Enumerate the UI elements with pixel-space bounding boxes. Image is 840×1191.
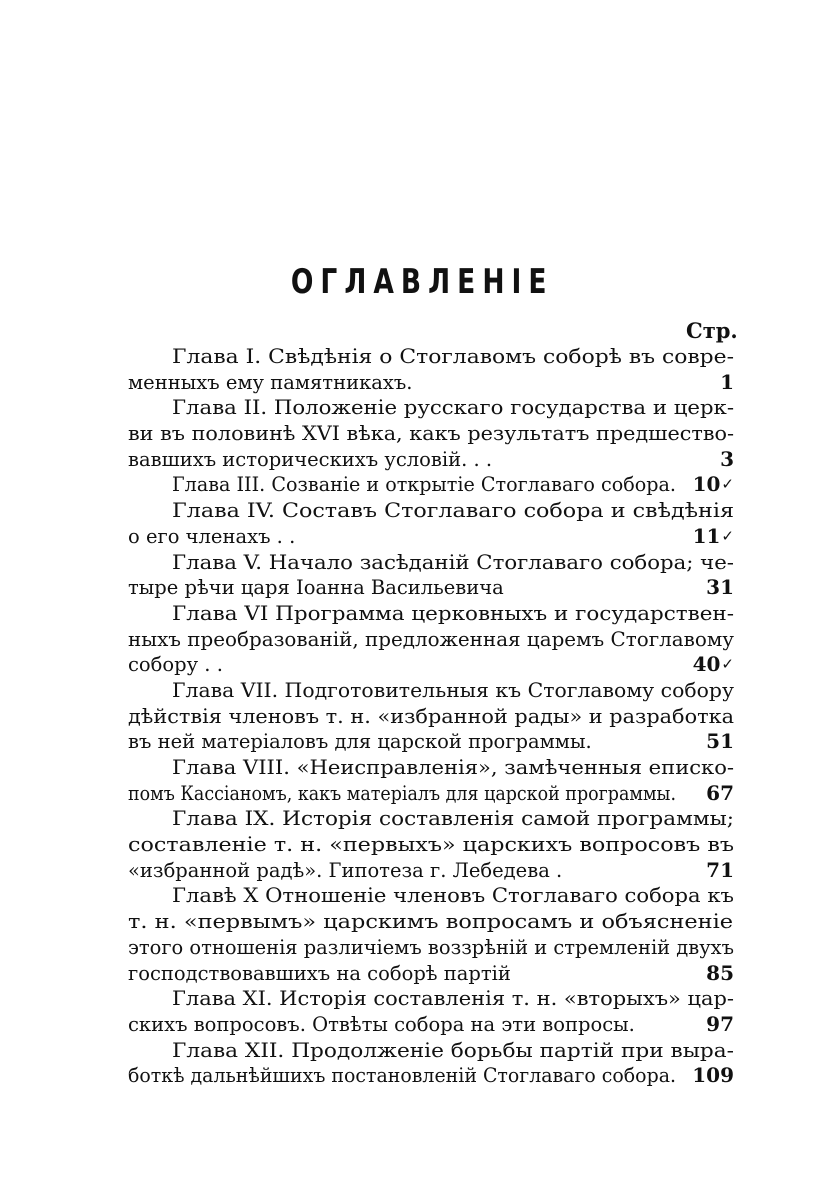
toc-entry-line: господствовавшихъ на соборѣ партій (128, 961, 511, 985)
toc-entry-line: Глава IX. Исторія составленія самой программы; (172, 807, 734, 831)
toc-entry (128, 986, 734, 1037)
toc-entry (128, 1038, 734, 1089)
pencil-check-mark: ✓ (721, 526, 734, 545)
toc-entry-line: вавшихъ историческихъ условій. . . (128, 447, 493, 471)
toc-entry-line: о его членахъ . . (128, 524, 296, 548)
page-number-value: 31 (706, 575, 734, 600)
toc-entry-line: въ ней матеріаловъ для царской программы. (128, 730, 592, 754)
toc-entry-line: менныхъ ему памятникахъ. (128, 370, 413, 394)
toc-entry-line: Глава VII. Подготовительныя къ Стоглавому собору (172, 678, 734, 702)
page-number-value: 40 (692, 652, 721, 677)
page-number-value: 1 (720, 369, 734, 394)
toc-entry (128, 806, 734, 883)
toc-entry-line: Глава III. Созваніе и открытіе Стоглаваго собора. (172, 473, 676, 497)
toc-page-number (706, 781, 734, 807)
toc-page-number (720, 370, 734, 396)
toc-page-number (693, 652, 734, 678)
toc-entry (128, 550, 734, 601)
toc-entry-line: Главѣ X Отношеніе членовъ Стоглаваго собора къ (172, 884, 734, 908)
page-number-value: 3 (720, 446, 734, 471)
toc-page-number (706, 729, 734, 755)
toc-page-number (706, 1012, 734, 1038)
toc-entry-line: ныхъ преобразованій, предложенная царемъ Стоглавому (128, 627, 734, 651)
toc-page-number (692, 1063, 734, 1089)
page-number-value: 10 (692, 472, 721, 497)
toc-page-number (706, 961, 734, 987)
toc-entry (128, 678, 734, 755)
page-number-value: 71 (706, 857, 734, 882)
toc-entry-line: скихъ вопросовъ. Отвѣты собора на эти вопросы. (128, 1012, 635, 1036)
toc-entry (128, 395, 734, 472)
toc-page-number (706, 858, 734, 884)
toc-entry-line: Глава XII. Продолженіе борьбы партій при выра- (172, 1038, 734, 1062)
toc-entry-line: дѣйствія членовъ т. н. «избранной рады» и разработка (128, 704, 734, 728)
table-of-contents (128, 344, 734, 1089)
toc-entry-line: Глава IV. Составъ Стоглаваго собора и свѣдѣнія (172, 499, 734, 523)
page-number-value: 109 (692, 1063, 734, 1088)
toc-page-number (706, 575, 734, 601)
toc-entry-line: помъ Кассіаномъ, какъ матеріалъ для царской программы. (128, 781, 676, 805)
toc-entry-line: Глава I. Свѣдѣнія о Стоглавомъ соборѣ въ совре- (172, 345, 734, 368)
toc-page-number (693, 472, 734, 498)
toc-entry-line: составленіе т. н. «первыхъ» царскихъ вопросовъ въ (128, 833, 734, 857)
page-column-label: Стр. (686, 318, 738, 343)
toc-entry-line: Глава XI. Исторія составленія т. н. «вторыхъ» цар- (172, 987, 734, 1011)
toc-entry (128, 601, 734, 678)
toc-entry-line: собору . . (128, 653, 223, 677)
toc-entry-line: тыре рѣчи царя Іоанна Васильевича (128, 576, 504, 600)
pencil-check-mark: ✓ (721, 475, 734, 494)
toc-entry-line: боткѣ дальнѣйшихъ постановленій Стоглаваго собора. (128, 1064, 676, 1088)
toc-entry-line: ви въ половинѣ XVI вѣка, какъ результатъ предшество- (128, 422, 734, 446)
toc-entry-line: т. н. «первымъ» царскимъ вопросамъ и объясненіе (128, 910, 734, 934)
toc-entry (128, 344, 734, 395)
page-number-value: 97 (706, 1011, 734, 1036)
toc-entry-line: «избранной радѣ». Гипотеза г. Лебедева . (128, 858, 563, 882)
toc-entry (128, 883, 734, 986)
page-number-value: 67 (706, 780, 734, 805)
page-number-value: 85 (706, 960, 734, 985)
toc-entry (128, 472, 734, 498)
page-title: ОГЛАВЛЕНІЕ (290, 262, 554, 302)
toc-entry-line: этого отношенія различіемъ воззрѣній и стремленій двухъ (128, 935, 734, 959)
toc-entry (128, 498, 734, 549)
toc-entry-line: Глава V. Начало засѣданій Стоглаваго собора; че- (172, 550, 734, 574)
pencil-check-mark: ✓ (721, 655, 734, 674)
toc-entry-line: Глава VIII. «Неисправленія», замѣченныя еписко- (172, 756, 734, 779)
toc-entry-line: Глава VI Программа церковныхъ и государствен- (172, 601, 734, 625)
toc-entry (128, 755, 734, 806)
page-number-value: 11 (692, 523, 721, 548)
toc-entry-line: Глава II. Положеніе русскаго государства и церк- (172, 396, 734, 420)
toc-page-number (720, 447, 734, 473)
toc-page-number (693, 524, 734, 550)
page-number-value: 51 (706, 729, 734, 754)
